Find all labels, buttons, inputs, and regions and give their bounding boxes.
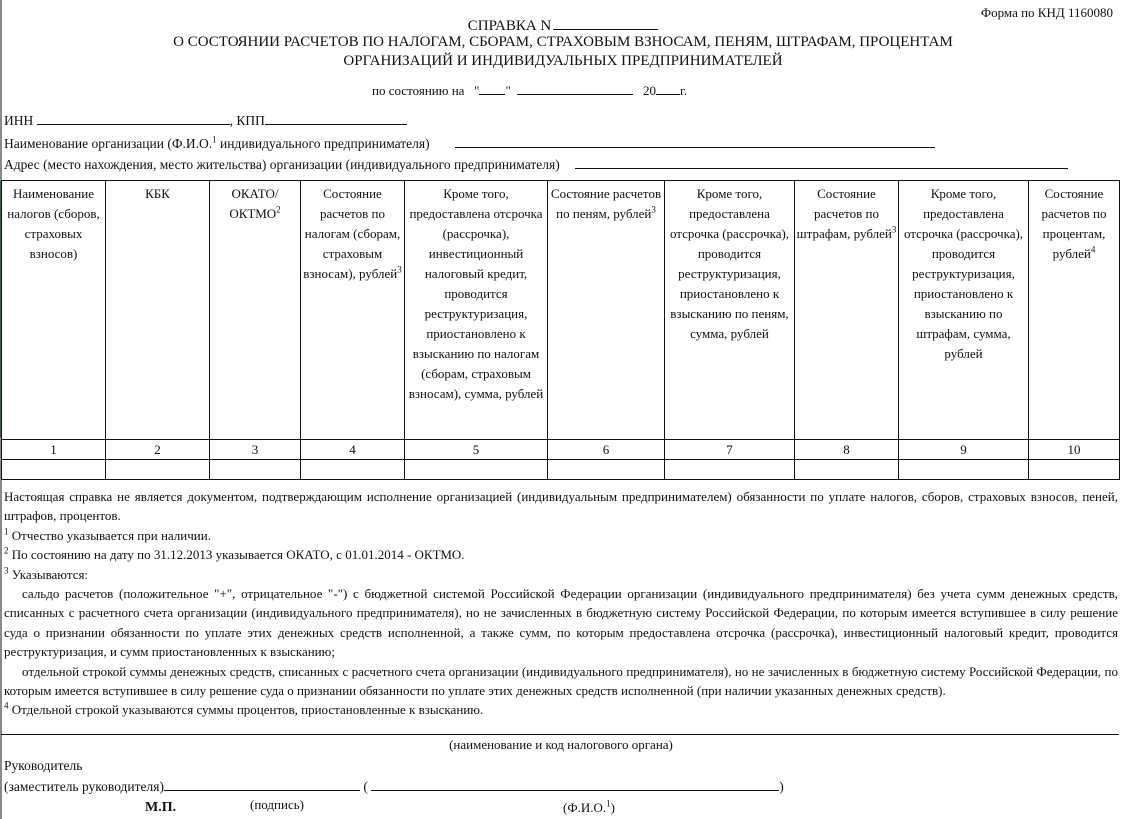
kpp-label: , КПП — [229, 113, 265, 128]
column-number: 4 — [301, 440, 405, 460]
deputy-label: (заместитель руководителя) — [4, 779, 164, 794]
form-code: Форма по КНД 1160080 — [980, 5, 1113, 20]
title-label: СПРАВКА N — [467, 18, 552, 34]
month-field[interactable] — [517, 81, 633, 95]
table-cell[interactable] — [665, 460, 795, 480]
col-header-penalty-settlements: Состояние расчетов по пеням, рублей$^3$ — [548, 181, 665, 440]
inn-label: ИНН — [4, 113, 34, 128]
footnote-3: $^3$ Указываются: — [4, 565, 89, 582]
footnote-2: $^2$ По состоянию на дату по 31.12.2013 указывается ОКАТО, с 01.01.2014 - ОКТМО. — [4, 545, 465, 563]
address-label: Адрес (место нахождения, место жительства) организации (индивидуального предпринимателя) — [4, 157, 560, 172]
org-name-label: Наименование организации (Ф.И.О.$^1$ индивидуального предпринимателя) — [4, 134, 430, 151]
col-header-tax-name: Наименование налогов (сборов, страховых взносов) — [2, 181, 106, 440]
year-field[interactable] — [656, 81, 680, 95]
document-subtitle-1: О СОСТОЯНИИ РАСЧЕТОВ ПО НАЛОГАМ, СБОРАМ, СТРАХОВЫМ ВЗНОСАМ, ПЕНЯМ, ШТРАФАМ, ПРОЦЕНТАМ — [173, 34, 953, 50]
col-header-tax-settlements: Состояние расчетов по налогам (сборам, страховым взносам), рублей$^3$ — [301, 181, 405, 440]
table-cell[interactable] — [210, 460, 301, 480]
as-of-date: по состоянию на " " 20 г. — [372, 83, 688, 98]
table-cell[interactable] — [2, 460, 106, 480]
footnote-3-item-2: отдельной строкой суммы денежных средств, списанных с расчетного счета организации (индивидуального предпринимателя), но не зачисленных в бюджетную систему Российской Федерации, по которым имеется вступившее в силу решение суда о признании обязанности по уплате этих денежных средств исполненной (при наличии указанных денежных средств). — [4, 663, 1118, 699]
col-header-penalty-deferral: Кроме того, предоставлена отсрочка (рассрочка), проводится реструктуризация, приостановлено к взысканию по пеням, сумма, рублей — [665, 181, 795, 440]
year-prefix: 20 — [643, 83, 657, 98]
table-cell[interactable] — [106, 460, 210, 480]
certificate-number-field[interactable] — [553, 15, 658, 30]
fio-caption: (Ф.И.О.$^1$) — [563, 798, 615, 815]
settlements-table — [1, 180, 1120, 480]
document-title — [0, 15, 1126, 35]
table-row — [2, 460, 1120, 480]
footnote-4: $^4$ Отдельной строкой указываются суммы процентов, приостановленные к взысканию. — [4, 701, 484, 718]
signature-field[interactable] — [164, 777, 360, 791]
date-prefix: по состоянию на — [372, 83, 465, 98]
column-number: 10 — [1029, 440, 1120, 460]
address-field[interactable] — [575, 155, 1068, 169]
table-cell[interactable] — [1029, 460, 1120, 480]
col-header-fine-deferral: Кроме того, предоставлена отсрочка (рассрочка), проводится реструктуризация, приостановлено к взысканию по штрафам, сумма, рублей — [899, 181, 1029, 440]
year-suffix: г. — [680, 83, 688, 98]
column-number: 6 — [548, 440, 665, 460]
col-header-kbk: КБК — [106, 181, 210, 440]
tax-authority-caption: (наименование и код налогового органа) — [449, 737, 673, 752]
table-cell[interactable] — [301, 460, 405, 480]
col-header-tax-deferral: Кроме того, предоставлена отсрочка (рассрочка), инвестиционный налоговый кредит, проводится реструктуризация, приостановлено к взысканию по налогам (сборам, страховым взносам), сумма, рублей — [405, 181, 548, 440]
head-label: Руководитель — [4, 758, 83, 773]
signature-caption: (подпись) — [250, 797, 304, 812]
day-field[interactable] — [479, 81, 505, 95]
table-cell[interactable] — [795, 460, 899, 480]
stamp-label: М.П. — [145, 800, 177, 815]
address-row — [4, 155, 1068, 173]
column-number: 3 — [210, 440, 301, 460]
column-number: 7 — [665, 440, 795, 460]
table-header-row — [2, 181, 1120, 440]
column-number: 8 — [795, 440, 899, 460]
column-number: 9 — [899, 440, 1029, 460]
column-number: 5 — [405, 440, 548, 460]
col-header-okato-oktmo: ОКАТО/ ОКТМО$^2$ — [210, 181, 301, 440]
table-cell[interactable] — [548, 460, 665, 480]
footnotes — [4, 487, 1118, 720]
col-header-fine-settlements: Состояние расчетов по штрафам, рублей$^3$ — [795, 181, 899, 440]
column-number: 1 — [2, 440, 106, 460]
inn-row — [4, 111, 407, 129]
footnote-3-item-1: сальдо расчетов (положительное "+", отрицательное "-") с бюджетной системой Российской Федерации организации (индивидуального предпринимателя) без учета сумм денежных средств, списанных с расчетного счета организации (индивидуального предпринимателя), но не зачисленных в бюджетную систему Российской Федерации, по которым имеется вступившее в силу решение суда о признании обязанности по уплате этих денежных средств исполненной, а также сумм, по которым предоставлена отсрочка (рассрочка), инвестиционный налоговый кредит, проводится реструктуризация, и сумм приостановленных к взысканию; — [4, 586, 1118, 660]
signature-row: (заместитель руководителя) ( ) — [4, 779, 784, 794]
kpp-field[interactable] — [265, 111, 407, 125]
disclaimer: Настоящая справка не является документом, подтверждающим исполнение организацией (индивидуальным предпринимателем) обязанности по уплате налогов, сборов, страховых взносов, пеней, штрафов, процентов. — [4, 489, 1118, 524]
col-header-interest-settlements: Состояние расчетов по процентам, рублей$^4$ — [1029, 181, 1120, 440]
document-subtitle-2: ОРГАНИЗАЦИЙ И ИНДИВИДУАЛЬНЫХ ПРЕДПРИНИМАТЕЛЕЙ — [343, 53, 783, 69]
org-name-row — [4, 134, 935, 152]
table-cell[interactable] — [899, 460, 1029, 480]
column-number: 2 — [106, 440, 210, 460]
footnote-1: $^1$ Отчество указывается при наличии. — [4, 526, 211, 543]
inn-field[interactable] — [37, 111, 230, 125]
fio-field[interactable] — [371, 777, 779, 791]
column-number-row — [2, 440, 1120, 460]
org-name-field[interactable] — [455, 134, 935, 148]
table-cell[interactable] — [405, 460, 548, 480]
tax-authority-field[interactable] — [1, 734, 1119, 735]
